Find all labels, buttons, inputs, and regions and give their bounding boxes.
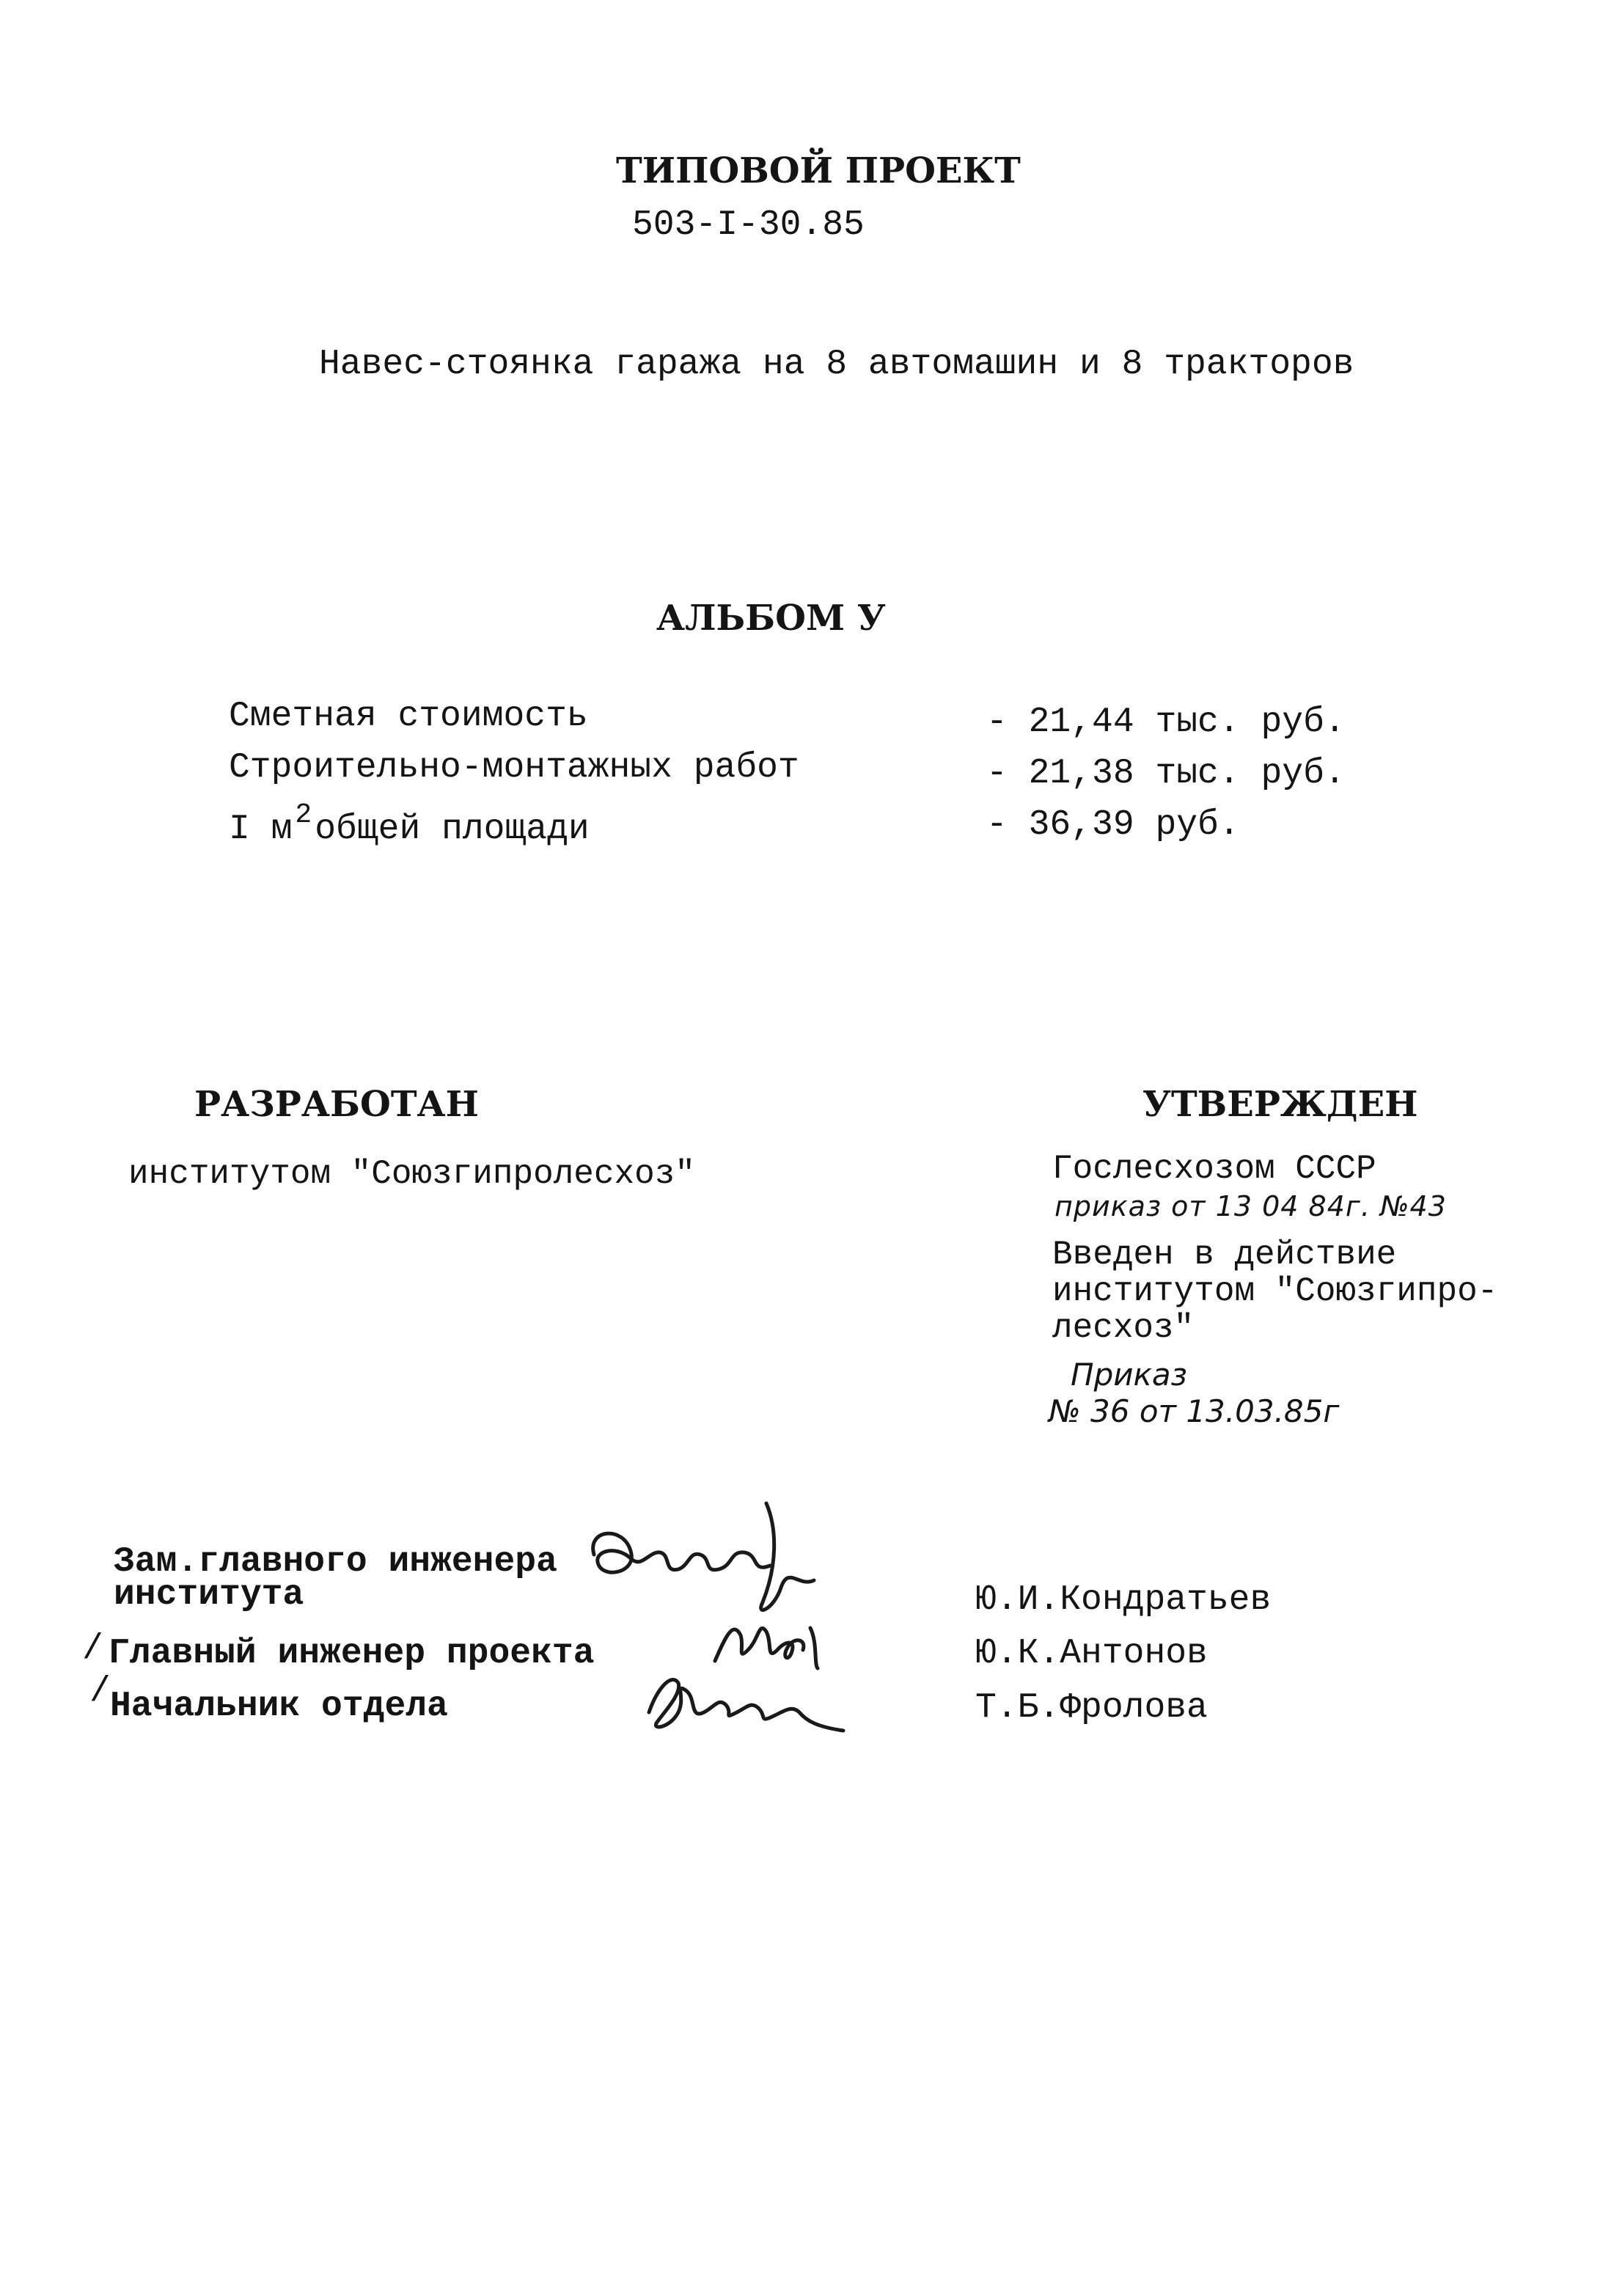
introduced-line-3: лесхоз" [1052, 1309, 1195, 1347]
project-title: Навес-стоянка гаража на 8 автомашин и 8 тракторов [319, 345, 1354, 384]
signatory-role-deputy-line-1: Зам.главного инженера [114, 1542, 557, 1582]
cost-label-area [229, 799, 590, 849]
cost-label-area-suffix: общей площади [315, 810, 590, 849]
order2-line-1: Приказ [1071, 1357, 1187, 1393]
cost-value-construction: - 21,38 тыс. руб. [986, 754, 1346, 793]
approved-order-handwritten: приказ от 13 04 84г. №43 [1054, 1190, 1447, 1222]
cost-label-construction: Строительно-монтажных работ [229, 748, 799, 788]
square-superscript: 2 [295, 799, 312, 831]
order2-line-2: № 36 от 13.03.85г [1049, 1393, 1340, 1429]
developed-by: институтом "Союзгипролесхоз" [128, 1155, 695, 1193]
project-number: 503-I-30.85 [632, 205, 865, 245]
developed-heading: РАЗРАБОТАН [194, 1084, 479, 1125]
cost-label-estimate: Сметная стоимость [229, 697, 588, 736]
signatory-mark-head: / [89, 1672, 111, 1712]
signatory-mark-chief: / [82, 1629, 103, 1669]
signatory-role-deputy-line-2: института [114, 1575, 304, 1615]
album-label: АЛЬБОМ У [656, 598, 886, 639]
approved-by: Гослесхозом СССР [1052, 1150, 1376, 1188]
cost-value-area: - 36,39 руб. [986, 805, 1240, 845]
approved-heading: УТВЕРЖДЕН [1142, 1084, 1418, 1125]
signatory-name-deputy: Ю.И.Кондратьев [975, 1580, 1272, 1620]
signatory-name-chief: Ю.К.Антонов [975, 1634, 1208, 1673]
signatory-role-chief: Главный инженер проекта [109, 1634, 595, 1673]
cost-value-estimate: - 21,44 тыс. руб. [986, 703, 1346, 742]
cost-label-area-prefix: I м [229, 810, 293, 849]
introduced-line-2: институтом "Союзгипро- [1052, 1272, 1498, 1310]
signature-head [634, 1661, 854, 1742]
introduced-line-1: Введен в действие [1052, 1236, 1397, 1274]
signatory-role-head: Начальник отдела [110, 1687, 448, 1726]
signatory-name-head: Т.Б.Фролова [975, 1688, 1208, 1728]
document-type: ТИПОВОЙ ПРОЕКТ [616, 150, 1021, 191]
